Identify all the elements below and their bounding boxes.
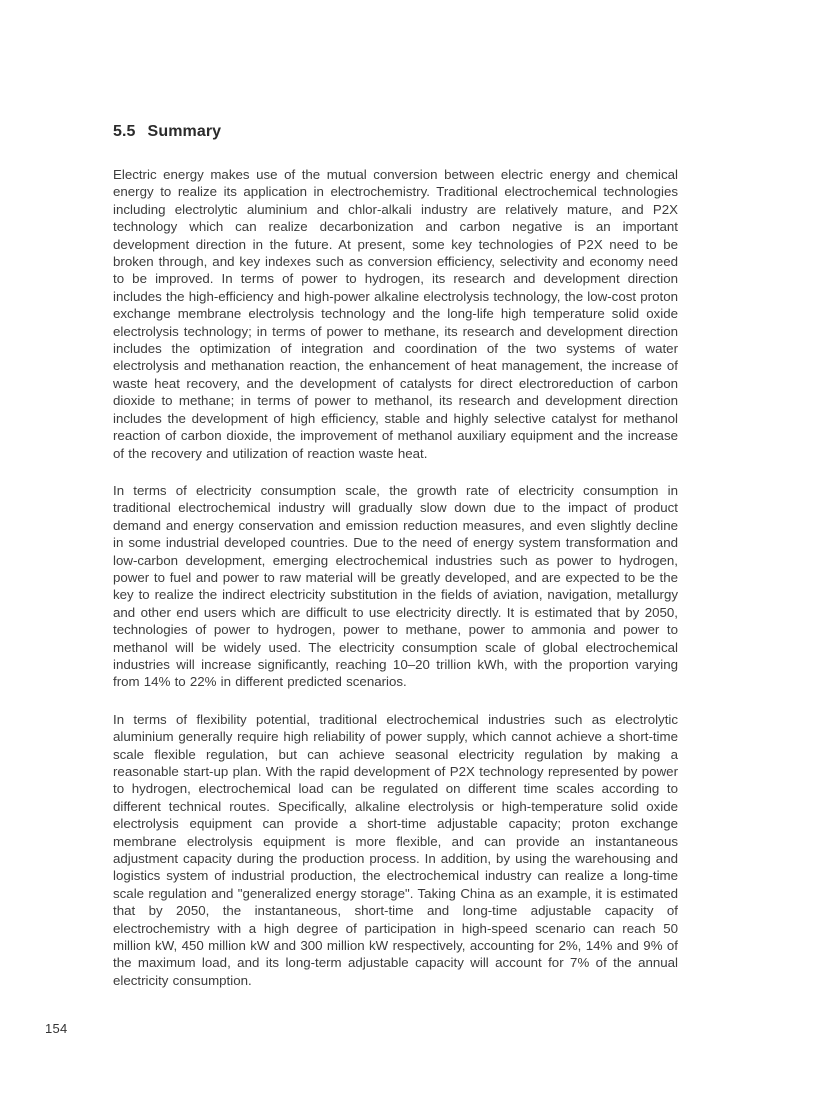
section-heading	[113, 122, 678, 141]
section-content	[113, 122, 678, 989]
summary-paragraph-2: In terms of electricity consumption scale, the growth rate of electricity consumption in traditional electrochemical industry will gradually slow down due to the impact of product demand and energy conservation and emission reduction measures, and even slightly decline in some industrial developed countries. Due to the need of energy system transformation and low-carbon development, emerging electrochemical industries such as power to hydrogen, power to fuel and power to raw material will be greatly developed, and are expected to be the key to realize the indirect electricity substitution in the fields of aviation, navigation, metallurgy and other end users which are difficult to use electricity directly. It is estimated that by 2050, technologies of power to hydrogen, power to methane, power to ammonia and power to methanol will be widely used. The electricity consumption scale of global electrochemical industries will increase significantly, reaching 10–20 trillion kWh, with the proportion varying from 14% to 22% in different predicted scenarios.	[113, 482, 678, 690]
section-title: Summary	[147, 123, 222, 140]
summary-paragraph-3: In terms of flexibility potential, traditional electrochemical industries such as electrolytic aluminium generally require high reliability of power supply, which cannot achieve a short-time scale flexible regulation, but can achieve seasonal electricity regulation by making a reasonable start-up plan. With the rapid development of P2X technology represented by power to hydrogen, electrochemical load can be regulated on different time scales according to different technical routes. Specifically, alkaline electrolysis or high-temperature solid oxide electrolysis equipment can provide a short-time adjustable capacity; proton exchange membrane electrolysis equipment is more flexible, and can provide an instantaneous adjustment capacity during the production process. In addition, by using the warehousing and logistics system of industrial production, the electrochemical industry can realize a long-time scale regulation and "generalized energy storage". Taking China as an example, it is estimated that by 2050, the instantaneous, short-time and long-time adjustable capacity of electrochemistry with a high degree of participation in high-speed scenario can reach 50 million kW, 450 million kW and 300 million kW respectively, accounting for 2%, 14% and 9% of the maximum load, and its long-term adjustable capacity will account for 7% of the annual electricity consumption.	[113, 711, 678, 988]
summary-paragraph-1: Electric energy makes use of the mutual conversion between electric energy and chemical energy to realize its application in electrochemistry. Traditional electrochemical technologies including electrolytic aluminium and chlor-alkali industry are relatively mature, and P2X technology which can realize decarbonization and carbon negative is an important development direction in the future. At present, some key technologies of P2X need to be broken through, and key indexes such as conversion efficiency, selectivity and economy need to be improved. In terms of power to hydrogen, its research and development direction includes the high-efficiency and high-power alkaline electrolysis technology, the low-cost proton exchange membrane electrolysis technology and the long-life high temperature solid oxide electrolysis technology; in terms of power to methane, its research and development direction includes the optimization of integration and coordination of the two systems of water electrolysis and methanation reaction, the enhancement of heat management, the increase of waste heat recovery, and the development of catalysts for direct electroreduction of carbon dioxide to methane; in terms of power to methanol, its research and development direction includes the development of high efficiency, stable and highly selective catalyst for methanol reaction of carbon dioxide, the improvement of methanol auxiliary equipment and the increase of the recovery and utilization of reaction waste heat.	[113, 167, 678, 461]
section-number: 5.5	[113, 123, 136, 140]
page-number: 154	[45, 1021, 68, 1036]
